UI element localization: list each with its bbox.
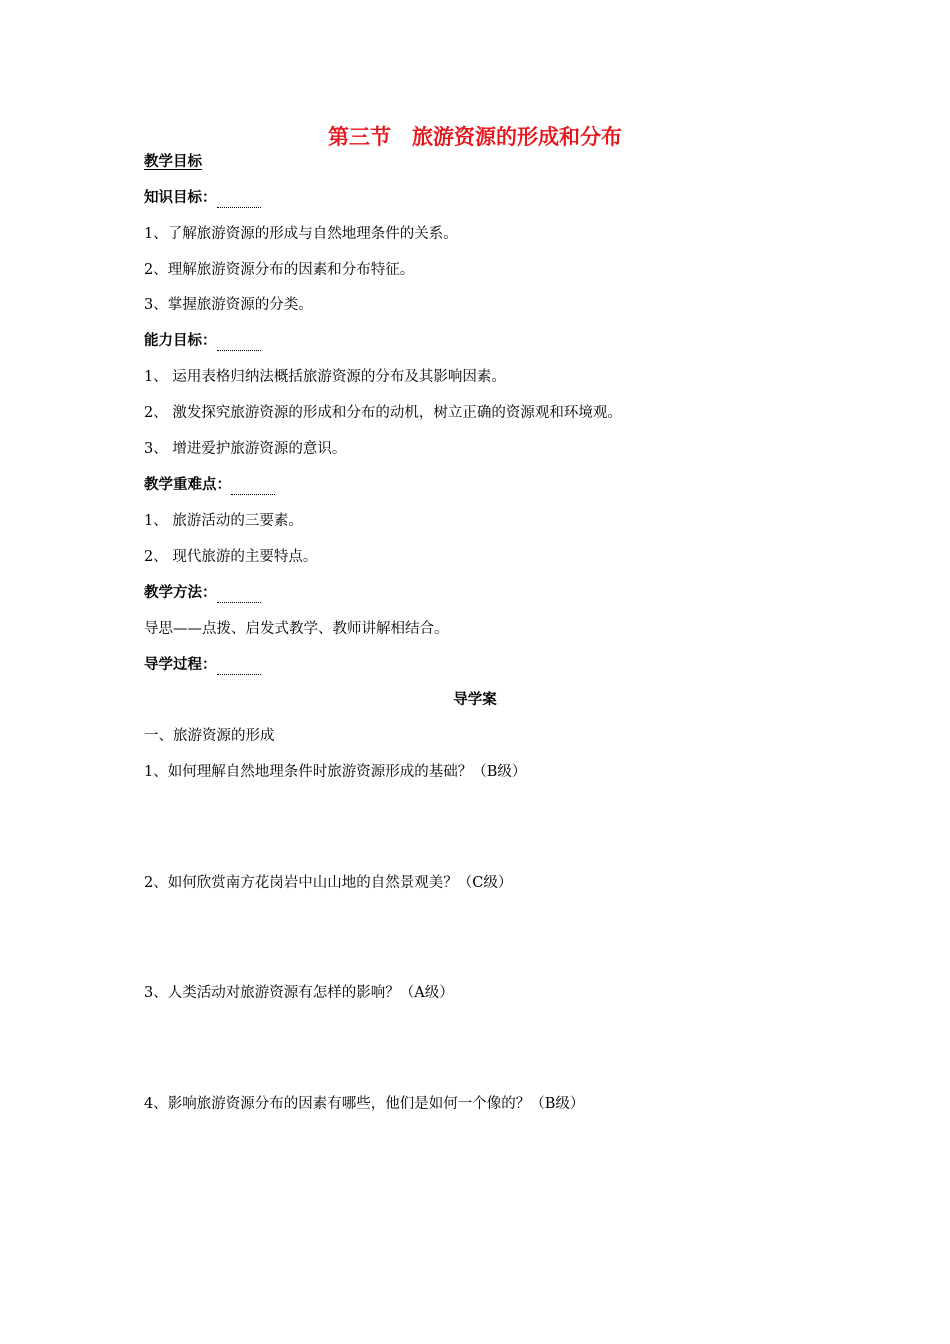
ability-item-3: 3、 增进爱护旅游资源的意识。 <box>144 441 347 457</box>
question-2: 2、如何欣赏南方花岗岩中山山地的自然景观美？（C级） <box>144 875 513 891</box>
question-4: 4、影响旅游资源分布的因素有哪些，他们是如何一个像的？（B级） <box>144 1096 585 1112</box>
dotted-underline <box>231 476 275 495</box>
heading-teaching-goals <box>144 152 202 172</box>
key-item-2: 2、 现代旅游的主要特点。 <box>144 549 318 565</box>
dotted-underline <box>217 332 261 351</box>
heading-methods <box>144 583 261 603</box>
dotted-underline <box>217 189 261 208</box>
methods-text: 导思——点拨、启发式教学、教师讲解相结合。 <box>144 621 449 637</box>
dotted-underline <box>217 584 261 603</box>
document-title: 第三节 旅游资源的形成和分布 <box>328 125 622 149</box>
question-1: 1、如何理解自然地理条件时旅游资源形成的基础？（B级） <box>144 764 527 780</box>
ability-item-1: 1、 运用表格归纳法概括旅游资源的分布及其影响因素。 <box>144 369 506 385</box>
ability-item-2: 2、 激发探究旅游资源的形成和分布的动机，树立正确的资源观和环境观。 <box>144 405 622 421</box>
heading-methods-text: 教学方法： <box>144 585 217 601</box>
knowledge-item-1: 1、了解旅游资源的形成与自然地理条件的关系。 <box>144 226 458 242</box>
key-item-1: 1、 旅游活动的三要素。 <box>144 513 303 529</box>
heading-knowledge-goals-text: 知识目标： <box>144 190 217 206</box>
heading-key-points-text: 教学重难点： <box>144 477 231 493</box>
heading-process-text: 导学过程： <box>144 657 217 673</box>
dotted-underline <box>217 656 261 675</box>
heading-knowledge-goals <box>144 188 261 208</box>
heading-key-points <box>144 475 275 495</box>
heading-teaching-goals-text: 教学目标 <box>144 154 202 170</box>
part-one-heading: 一、旅游资源的形成 <box>144 728 275 744</box>
knowledge-item-3: 3、掌握旅游资源的分类。 <box>144 297 313 313</box>
heading-ability-goals <box>144 331 261 351</box>
heading-ability-goals-text: 能力目标： <box>144 333 217 349</box>
question-3: 3、人类活动对旅游资源有怎样的影响？（A级） <box>144 985 454 1001</box>
guide-title: 导学案 <box>453 692 497 708</box>
heading-process <box>144 655 261 675</box>
knowledge-item-2: 2、理解旅游资源分布的因素和分布特征。 <box>144 262 415 278</box>
